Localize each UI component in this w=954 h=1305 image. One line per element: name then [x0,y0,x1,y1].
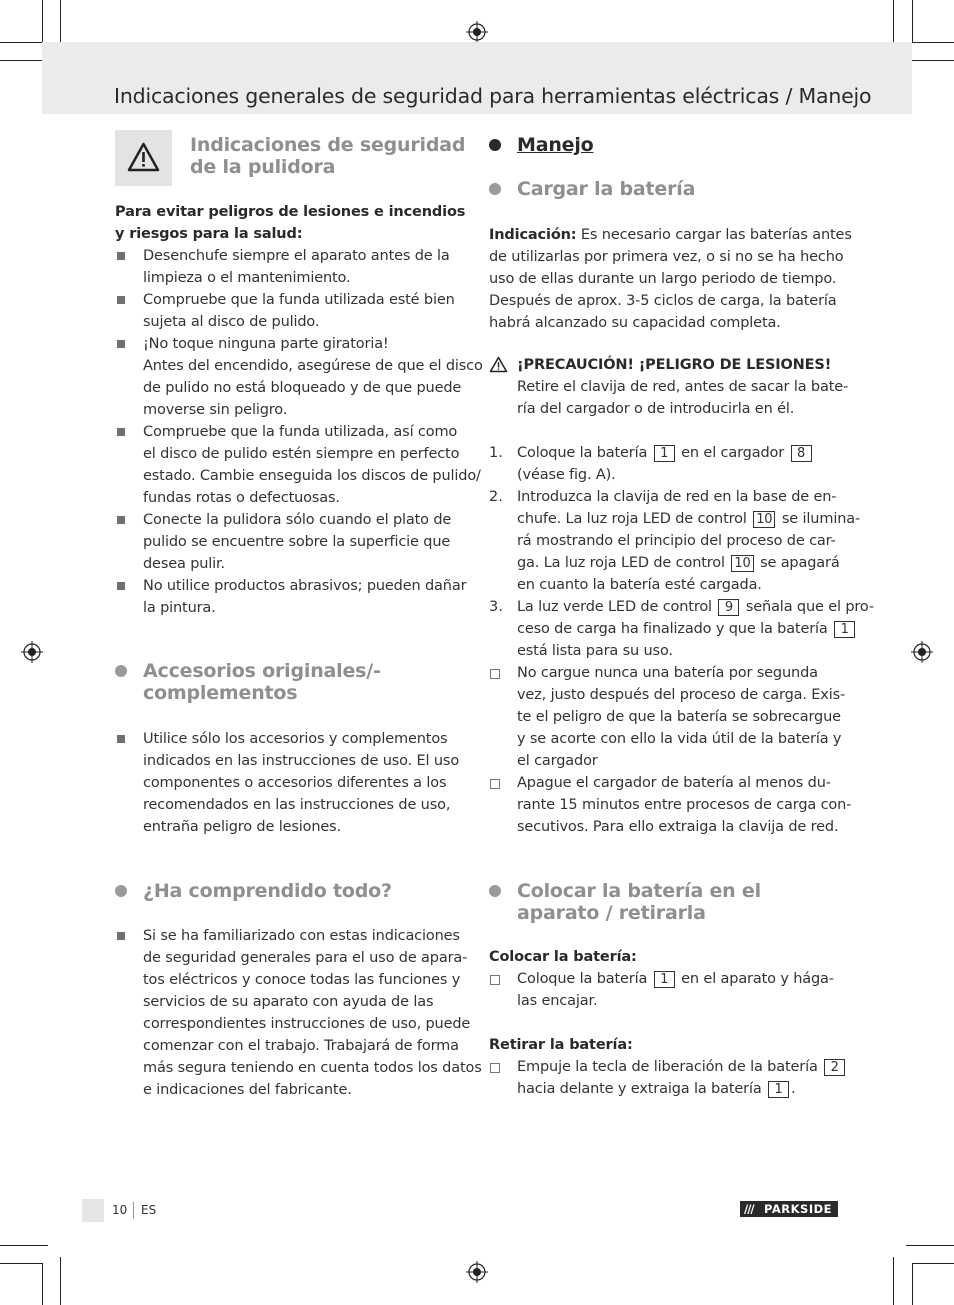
line: la pintura. [143,600,216,616]
bullet-square-icon [117,296,125,304]
line: recomendados en las instrucciones de uso, [143,797,451,813]
understood-text [143,925,482,1101]
line: desea pulir. [143,556,225,572]
bullet-square-icon [117,582,125,590]
checkbox-bullet-icon [490,1063,500,1073]
bullet-square-icon [117,252,125,260]
crop-mark [42,1263,43,1305]
line: No utilice productos abrasivos; pueden dañar [143,578,467,594]
section-bullet-icon [489,885,501,897]
text: Coloque la batería [517,971,648,987]
place-item [517,968,834,1012]
title-line: de la pulidora [190,156,336,178]
line [517,1056,847,1078]
line: pulido se encuentre sobre la superficie que [143,534,451,550]
line: Compruebe que la funda utilizada esté bien [143,292,455,308]
registration-mark-icon [466,1261,488,1283]
bullet-square-icon [117,735,125,743]
crop-mark [0,60,48,61]
crop-mark [60,0,61,48]
step-3 [517,596,874,662]
line: fundas rotas o defectuosas. [143,490,340,506]
step-number: 1. [489,445,503,461]
bullet-square-icon [117,428,125,436]
remove-item [517,1056,847,1100]
line: Antes del encendido, asegúrese de que el disco [143,358,483,374]
line: ¡No toque ninguna parte giratoria! [143,336,389,352]
section-bullet-icon [489,139,501,151]
text: en el cargador [681,445,785,461]
line: te el peligro de que la batería se sobrecargue [517,709,841,725]
line: uso de ellas durante un largo periodo de tiempo. [489,271,837,287]
title-line: complementos [143,682,298,704]
section-bullet-icon [115,665,127,677]
crop-mark [912,1263,913,1305]
line: de pulido no está bloqueado y de que puede [143,380,462,396]
line: e indicaciones del fabricante. [143,1082,352,1098]
line: Conecte la pulidora sólo cuando el plato de [143,512,452,528]
line [517,596,874,618]
crop-mark [60,1257,61,1305]
line: en cuanto la batería esté cargada. [517,577,762,593]
line: correspondientes instrucciones de uso, puede [143,1016,471,1032]
text: La luz verde LED de control [517,599,712,615]
text: hacia delante y extraiga la batería [517,1081,762,1097]
logo-stripes-icon: /// [744,1202,754,1216]
line: entraña peligro de lesiones. [143,819,342,835]
part-reference: 10 [753,511,775,528]
title-line: aparato / retirarla [517,902,706,924]
page-title: Indicaciones generales de seguridad para herramientas eléctricas / Manejo [114,84,872,108]
charge-note [489,224,852,334]
section-title-insert [517,880,761,924]
line: secutivos. Para ello extraiga la clavija de red. [517,819,839,835]
part-reference: 9 [718,599,739,616]
line: limpieza o el mantenimiento. [143,270,351,286]
crop-mark [893,0,894,48]
intro-line: y riesgos para la salud: [115,226,303,242]
text: Coloque la batería [517,445,648,461]
section-title-safety [190,134,465,178]
section-title-accessories [143,660,381,704]
line: (véase fig. A). [517,467,616,483]
title-line: Accesorios originales/- [143,660,381,682]
text: . [791,1081,796,1097]
line [517,618,874,640]
title-line: Colocar la batería en el [517,880,761,902]
list-item [143,509,451,575]
step-2 [517,486,860,596]
place-label: Colocar la batería: [489,949,637,965]
crop-mark [912,0,913,42]
warning-triangle-icon [115,130,172,186]
line: tos eléctricos y conoce todas las funciones y [143,972,461,988]
line: No cargue nunca una batería por segunda [517,665,818,681]
line [517,508,860,530]
line: las encajar. [517,993,598,1009]
crop-mark [912,42,954,43]
line [517,442,814,464]
footer-divider [133,1202,134,1219]
step-number: 3. [489,599,503,615]
part-reference: 1 [654,971,675,988]
line: habrá alcanzado su capacidad completa. [489,315,781,331]
line: componentes o accesorios diferentes a los [143,775,447,791]
footer-box [82,1199,104,1222]
line: Compruebe que la funda utilizada, así como [143,424,458,440]
line [517,968,834,990]
step-number: 2. [489,489,503,505]
list-item [143,333,483,421]
line: rante 15 minutos entre procesos de carga con- [517,797,852,813]
crop-mark [906,60,954,61]
line: servicios de su aparato con ayuda de las [143,994,434,1010]
text: en el aparato y hága- [681,971,834,987]
line: de utilizarlas por primera vez, o si no se ha hecho [489,249,844,265]
line: el disco de pulido estén siempre en perfecto [143,446,460,462]
safety-intro [115,201,465,245]
accessories-text [143,728,459,838]
line: Desenchufe siempre el aparato antes de la [143,248,450,264]
line: Utilice sólo los accesorios y complementos [143,731,448,747]
line: estado. Cambie enseguida los discos de pulido/ [143,468,481,484]
text: ga. La luz roja LED de control [517,555,725,571]
registration-mark-icon [466,21,488,43]
part-reference: 1 [834,621,855,638]
checkbox-bullet-icon [490,975,500,985]
step-1 [517,442,814,486]
warning-box [115,130,172,186]
section-title-manejo: Manejo [517,134,594,156]
crop-mark [0,42,42,43]
line: vez, justo después del proceso de carga. Exis- [517,687,846,703]
remove-label: Retirar la batería: [489,1037,633,1053]
bullet-square-icon [117,932,125,940]
line: el cargador [517,753,598,769]
text: señala que el pro- [745,599,874,615]
line: Introduzca la clavija de red en la base de en- [517,489,837,505]
text: ceso de carga ha finalizado y que la batería [517,621,828,637]
line [517,1078,847,1100]
crop-mark [912,1263,954,1264]
page-number: 10 [112,1203,128,1217]
crop-mark [893,1257,894,1305]
line: Después de aprox. 3-5 ciclos de carga, la batería [489,293,837,309]
section-title-understood: ¿Ha comprendido todo? [143,880,392,902]
line: y se acorte con ello la vida útil de la batería y [517,731,842,747]
line [489,224,852,246]
intro-line: Para evitar peligros de lesiones e incendios [115,204,466,220]
crop-mark [42,0,43,42]
registration-mark-icon [21,641,43,663]
line: comenzar con el trabajo. Trabajará de forma [143,1038,459,1054]
line: Retire el clavija de red, antes de sacar la bate- [517,379,849,395]
line: ría del cargador o de introducirla en él. [517,401,795,417]
brand-logo [740,1201,838,1217]
hint-item [517,772,851,838]
line: Apague el cargador de batería al menos du- [517,775,831,791]
section-bullet-icon [489,183,501,195]
line: rá mostrando el principio del proceso de car- [517,533,836,549]
crop-mark [0,1263,42,1264]
line: indicados en las instrucciones de uso. El uso [143,753,460,769]
crop-mark [0,1245,48,1246]
part-reference: 10 [731,555,753,572]
part-reference: 1 [654,445,675,462]
list-item [143,421,481,509]
line: más segura teniendo en cuenta todos los datos [143,1060,482,1076]
line [517,552,860,574]
part-reference: 1 [768,1081,789,1098]
text: Empuje la tecla de liberación de la batería [517,1059,818,1075]
list-item [143,289,455,333]
line: sujeta al disco de pulido. [143,314,320,330]
list-item [143,245,450,289]
hint-item [517,662,845,772]
list-item [143,575,466,619]
note-label: Indicación: [489,227,577,243]
part-reference: 2 [824,1059,845,1076]
title-line: Indicaciones de seguridad [190,134,466,156]
warning-triangle-icon [489,356,508,373]
registration-mark-icon [911,641,933,663]
line: está lista para su uso. [517,643,673,659]
checkbox-bullet-icon [490,779,500,789]
note-text: Es necesario cargar las baterías antes [576,227,852,243]
language-code: ES [141,1203,157,1217]
part-reference: 8 [791,445,812,462]
warning-title: ¡PRECAUCIÓN! ¡PELIGRO DE LESIONES! [517,357,832,373]
charge-warning [517,354,848,420]
section-title-charge: Cargar la batería [517,178,696,200]
text: chufe. La luz roja LED de control [517,511,747,527]
line: moverse sin peligro. [143,402,288,418]
section-bullet-icon [115,885,127,897]
text: se ilumina- [781,511,861,527]
bullet-square-icon [117,340,125,348]
crop-mark [906,1245,954,1246]
checkbox-bullet-icon [490,669,500,679]
brand-name: PARKSIDE [764,1202,833,1216]
bullet-square-icon [117,516,125,524]
text: se apagará [760,555,840,571]
line: de seguridad generales para el uso de apara- [143,950,468,966]
line: Si se ha familiarizado con estas indicaciones [143,928,460,944]
